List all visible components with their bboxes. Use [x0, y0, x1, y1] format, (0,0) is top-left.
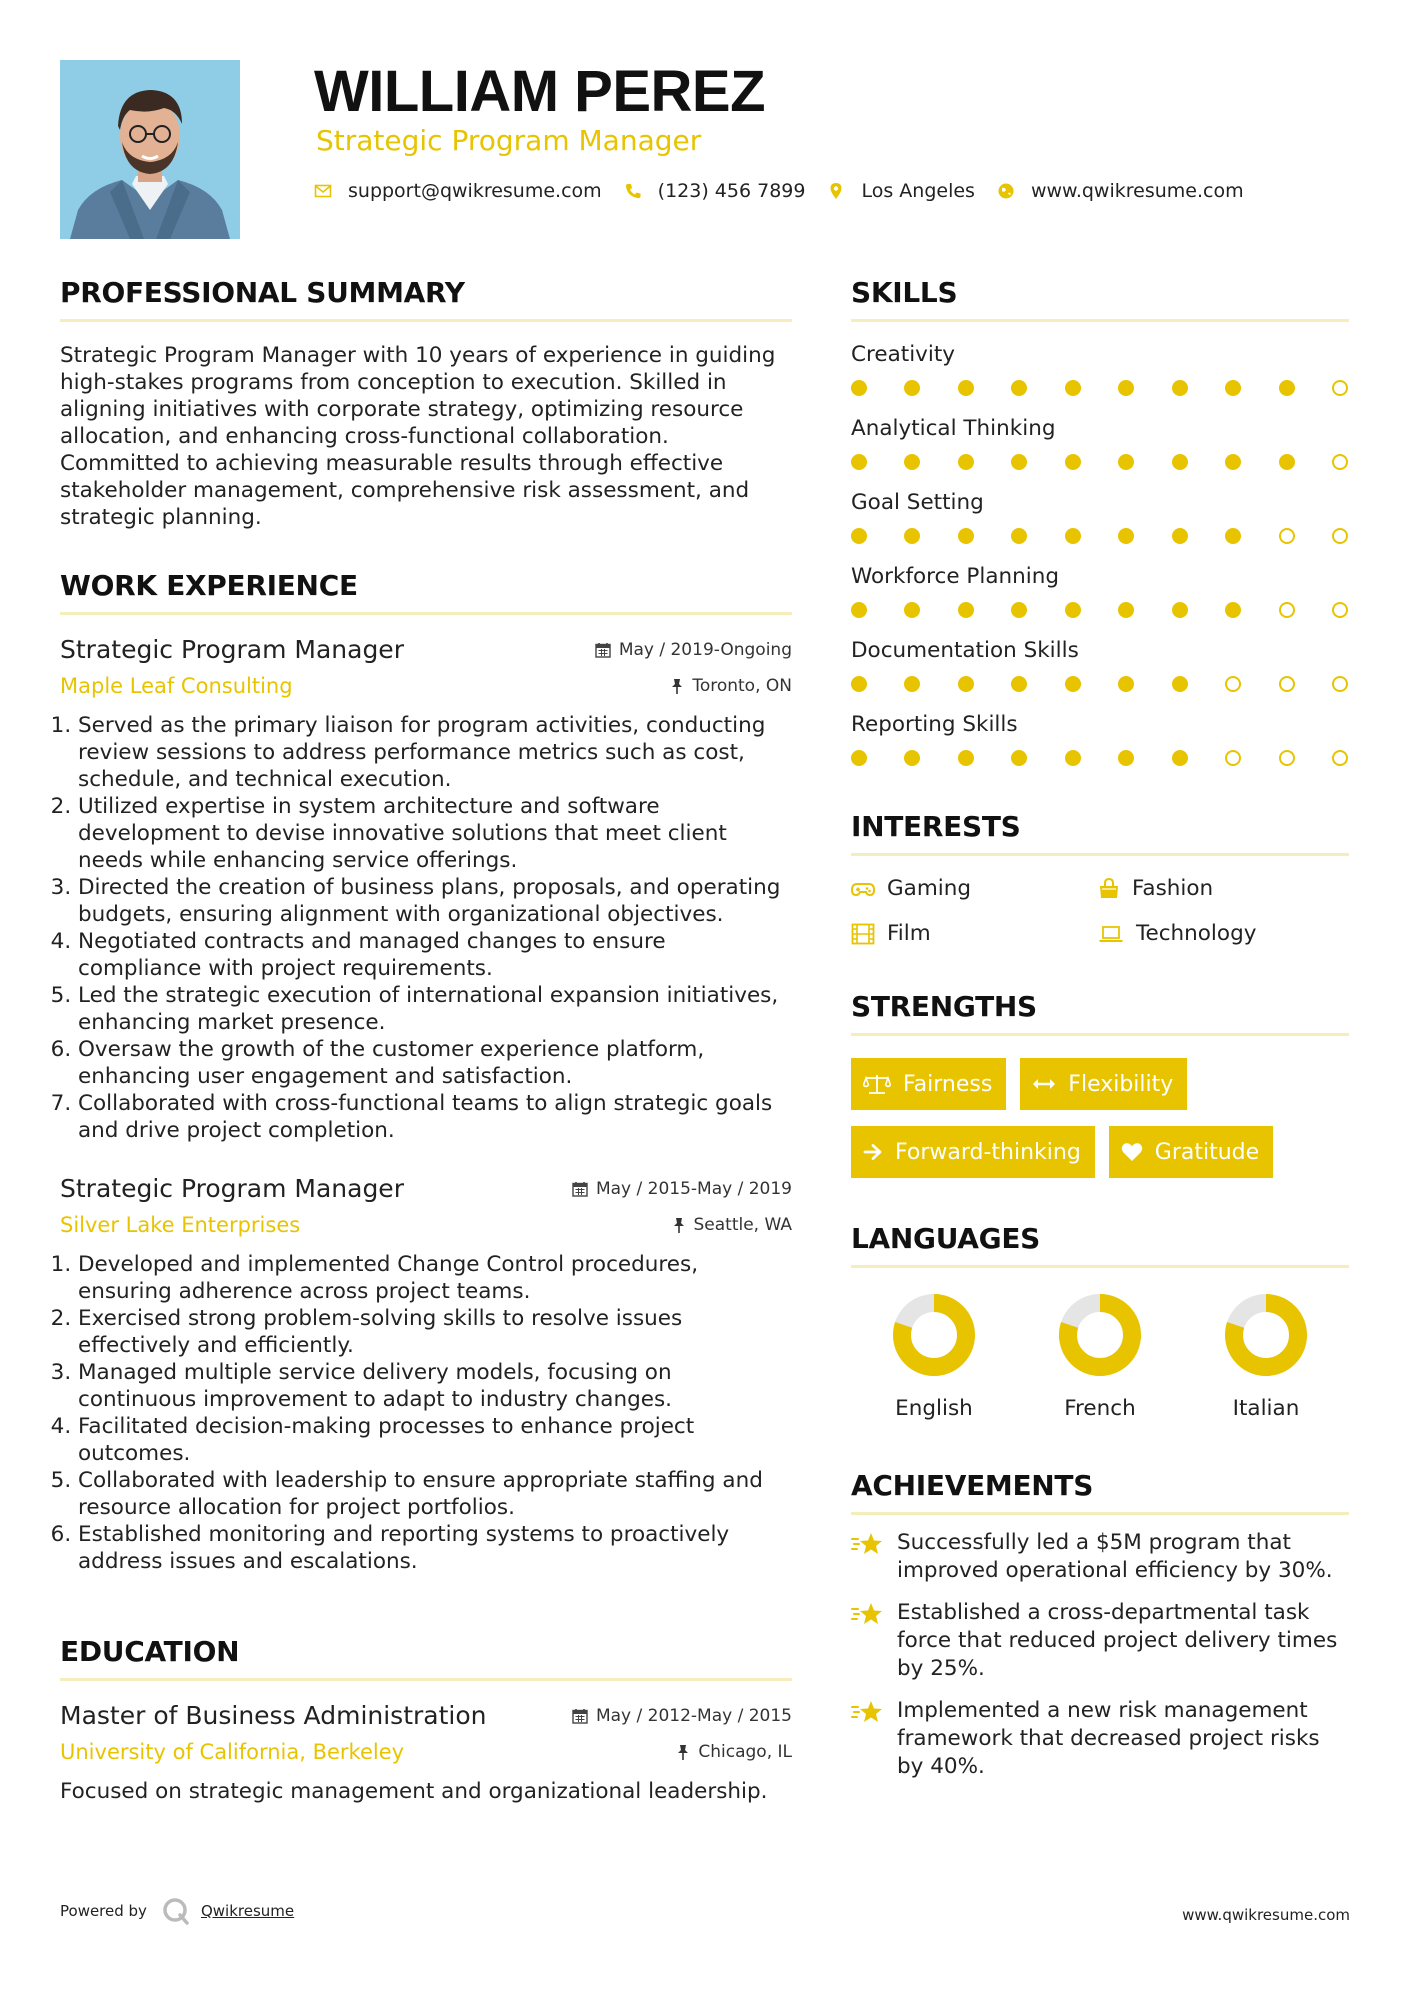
skill-rating: [851, 454, 1348, 470]
interests-section: [851, 810, 1349, 946]
brand-link[interactable]: Qwikresume: [200, 1902, 295, 1920]
rating-dot-filled: [1172, 750, 1188, 766]
pin-icon: [672, 1217, 686, 1233]
list-item: 6. Established monitoring and reporting systems to proactively address issues and escalations.: [78, 1521, 792, 1575]
contact-email[interactable]: [314, 180, 602, 202]
rating-dot-filled: [1172, 528, 1188, 544]
achievements-list: [851, 1529, 1349, 1781]
interests-list: [851, 876, 1349, 946]
achievements-section: [851, 1469, 1349, 1781]
strengths-section: [851, 990, 1349, 1178]
job-entry: [60, 635, 792, 1144]
calendar-icon: [572, 1708, 588, 1724]
email-text: support@qwikresume.com: [348, 180, 602, 202]
interest-label: Technology: [1136, 921, 1257, 946]
rating-dot-filled: [1172, 380, 1188, 396]
balance-scale-icon: [863, 1073, 891, 1095]
interest-item: [1098, 921, 1348, 946]
shopping-bag-icon: [1098, 878, 1120, 900]
list-item: 3. Directed the creation of business plans, proposals, and operating budgets, ensuring alignment with organizational objectives.: [78, 874, 792, 928]
rating-dot-empty: [1332, 602, 1348, 618]
job-entry: [60, 1174, 792, 1575]
rating-dot-filled: [1279, 454, 1295, 470]
footer-website[interactable]: www.qwikresume.com: [1182, 1906, 1350, 1924]
skill-item: [851, 712, 1349, 766]
section-divider: [851, 1512, 1349, 1515]
website-text: www.qwikresume.com: [1030, 180, 1244, 202]
skill-name: Analytical Thinking: [851, 416, 1056, 441]
skill-name: Goal Setting: [851, 490, 984, 515]
job-bullets: [60, 1251, 792, 1575]
interest-label: Gaming: [887, 876, 972, 901]
rating-dot-filled: [1011, 454, 1027, 470]
job-location: [670, 676, 792, 696]
skills-heading: SKILLS: [851, 276, 958, 309]
achievement-item: [851, 1599, 1349, 1683]
summary-text: Strategic Program Manager with 10 years of experience in guiding high-stakes programs from conception to execution. Skilled in aligning initiatives with corporate strategy, optimizing resource allocation, and enhancing cross-functional collaboration. Committed to achieving measurable results through effective stakeholder management, comprehensive risk assessment, and strategic planning.: [60, 343, 776, 530]
job-location: [672, 1215, 793, 1235]
rating-dot-empty: [1279, 602, 1295, 618]
education-description: Focused on strategic management and organizational leadership.: [60, 1779, 768, 1804]
shooting-star-icon: [851, 1531, 883, 1557]
envelope-icon: [314, 182, 332, 200]
rating-dot-filled: [1011, 750, 1027, 766]
rating-dot-filled: [904, 676, 920, 692]
job-date-text: May / 2015-May / 2019: [595, 1179, 792, 1199]
footer-powered-by: [60, 1896, 294, 1926]
languages-list: [851, 1292, 1349, 1421]
globe-icon: [997, 182, 1015, 200]
film-icon: [851, 923, 875, 945]
skill-item: [851, 564, 1349, 618]
rating-dot-filled: [1172, 454, 1188, 470]
skill-name: Reporting Skills: [851, 712, 1018, 737]
skills-section: [851, 276, 1349, 766]
rating-dot-filled: [1118, 676, 1134, 692]
heart-icon: [1121, 1142, 1143, 1162]
phone-text: (123) 456 7899: [657, 180, 806, 202]
rating-dot-filled: [851, 454, 867, 470]
interest-item: [851, 921, 1098, 946]
gamepad-icon: [851, 880, 875, 898]
list-item: 1. Served as the primary liaison for program activities, conducting review sessions to address performance metrics such as cost, schedule, and technical execution.: [78, 712, 792, 793]
rating-dot-filled: [1118, 528, 1134, 544]
skill-rating: [851, 750, 1348, 766]
strength-label: Flexibility: [1068, 1071, 1174, 1097]
rating-dot-filled: [904, 602, 920, 618]
language-donut: [1057, 1292, 1143, 1378]
job-date-text: May / 2019-Ongoing: [618, 640, 792, 660]
skill-name: Creativity: [851, 342, 956, 367]
skill-rating: [851, 528, 1348, 544]
rating-dot-filled: [1065, 750, 1081, 766]
rating-dot-filled: [1225, 380, 1241, 396]
rating-dot-filled: [958, 750, 974, 766]
section-divider: [851, 853, 1349, 856]
language-item: [1183, 1292, 1349, 1421]
list-item: 2. Exercised strong problem-solving skills to resolve issues effectively and efficiently.: [78, 1305, 792, 1359]
rating-dot-filled: [958, 454, 974, 470]
achievement-item: [851, 1529, 1349, 1585]
location-text: Los Angeles: [861, 180, 975, 202]
skill-name: Documentation Skills: [851, 638, 1079, 663]
skill-item: [851, 638, 1349, 692]
rating-dot-filled: [1011, 676, 1027, 692]
job-location-text: Seattle, WA: [693, 1215, 792, 1235]
rating-dot-filled: [1172, 602, 1188, 618]
rating-dot-empty: [1225, 750, 1241, 766]
language-donut: [1223, 1292, 1309, 1378]
rating-dot-filled: [1225, 602, 1241, 618]
laptop-icon: [1098, 924, 1124, 944]
skill-item: [851, 342, 1349, 396]
company-name: Maple Leaf Consulting: [60, 674, 293, 698]
calendar-icon: [572, 1181, 588, 1197]
job-bullets: [60, 712, 792, 1144]
language-name: French: [1064, 1396, 1136, 1421]
degree-title: Master of Business Administration: [60, 1701, 487, 1730]
job-date: [572, 1179, 792, 1199]
achievement-item: [851, 1697, 1349, 1781]
strength-tag: [851, 1126, 1095, 1178]
section-divider: [851, 1033, 1349, 1036]
section-divider: [851, 319, 1349, 322]
language-item: [1017, 1292, 1183, 1421]
skill-rating: [851, 602, 1348, 618]
skill-item: [851, 490, 1349, 544]
rating-dot-filled: [958, 676, 974, 692]
rating-dot-filled: [851, 602, 867, 618]
rating-dot-filled: [1065, 528, 1081, 544]
phone-icon: [624, 182, 642, 200]
education-heading: EDUCATION: [60, 1635, 240, 1668]
candidate-title: Strategic Program Manager: [316, 124, 702, 157]
strengths-list: [851, 1058, 1349, 1178]
rating-dot-filled: [851, 750, 867, 766]
strength-tag: [1109, 1126, 1273, 1178]
rating-dot-empty: [1332, 454, 1348, 470]
list-item: 2. Utilized expertise in system architecture and software development to devise innovative solutions that meet client needs while enhancing service offerings.: [78, 793, 792, 874]
achievement-text: Successfully led a $5M program that improved operational efficiency by 30%.: [897, 1530, 1333, 1583]
rating-dot-filled: [851, 528, 867, 544]
qwikresume-logo-icon: [161, 1896, 191, 1926]
skills-list: [851, 342, 1349, 766]
rating-dot-filled: [1065, 454, 1081, 470]
list-item: 5. Collaborated with leadership to ensure appropriate staffing and resource allocation for project portfolios.: [78, 1467, 792, 1521]
strength-label: Fairness: [903, 1071, 993, 1097]
shooting-star-icon: [851, 1699, 883, 1725]
education-location: [676, 1742, 792, 1762]
skill-rating: [851, 380, 1348, 396]
contact-location: [827, 180, 974, 202]
arrow-right-icon: [863, 1143, 883, 1161]
education-section: [60, 1635, 792, 1805]
list-item: 4. Negotiated contracts and managed changes to ensure compliance with project requirements.: [78, 928, 792, 982]
strength-tag: [851, 1058, 1006, 1110]
rating-dot-filled: [1118, 750, 1134, 766]
rating-dot-empty: [1332, 676, 1348, 692]
list-item: 3. Managed multiple service delivery models, focusing on continuous improvement to adapt to industry changes.: [78, 1359, 792, 1413]
rating-dot-empty: [1279, 750, 1295, 766]
section-divider: [851, 1265, 1349, 1268]
company-name: Silver Lake Enterprises: [60, 1213, 301, 1237]
education-date: [572, 1706, 792, 1726]
skill-name: Workforce Planning: [851, 564, 1060, 589]
interest-label: Film: [887, 921, 931, 946]
section-divider: [60, 319, 792, 322]
list-item: 1. Developed and implemented Change Control procedures, ensuring adherence across project teams.: [78, 1251, 792, 1305]
pin-icon: [670, 678, 684, 694]
calendar-icon: [595, 642, 611, 658]
arrows-horizontal-icon: [1032, 1077, 1056, 1091]
interest-label: Fashion: [1132, 876, 1214, 901]
rating-dot-filled: [1011, 602, 1027, 618]
rating-dot-filled: [958, 380, 974, 396]
rating-dot-filled: [1225, 454, 1241, 470]
list-item: 4. Facilitated decision-making processes to enhance project outcomes.: [78, 1413, 792, 1467]
rating-dot-filled: [904, 454, 920, 470]
experience-heading: WORK EXPERIENCE: [60, 569, 358, 602]
experience-section: [60, 569, 792, 1575]
rating-dot-filled: [1065, 676, 1081, 692]
rating-dot-filled: [904, 528, 920, 544]
rating-dot-filled: [1225, 528, 1241, 544]
rating-dot-filled: [958, 528, 974, 544]
rating-dot-filled: [851, 380, 867, 396]
language-item: [851, 1292, 1017, 1421]
rating-dot-filled: [1118, 380, 1134, 396]
language-name: Italian: [1232, 1396, 1300, 1421]
right-column: [851, 276, 1349, 1781]
rating-dot-empty: [1332, 528, 1348, 544]
rating-dot-filled: [904, 380, 920, 396]
pin-icon: [676, 1744, 690, 1760]
skill-item: [851, 416, 1349, 470]
strength-tag: [1020, 1058, 1187, 1110]
education-date-text: May / 2012-May / 2015: [595, 1706, 792, 1726]
achievements-heading: ACHIEVEMENTS: [851, 1469, 1094, 1502]
rating-dot-empty: [1279, 528, 1295, 544]
skill-rating: [851, 676, 1348, 692]
list-item: 5. Led the strategic execution of international expansion initiatives, enhancing market presence.: [78, 982, 792, 1036]
section-divider: [60, 1678, 792, 1681]
rating-dot-empty: [1332, 380, 1348, 396]
achievement-text: Implemented a new risk management framework that decreased project risks by 40%.: [897, 1698, 1320, 1779]
rating-dot-filled: [1065, 602, 1081, 618]
achievement-text: Established a cross-departmental task force that reduced project delivery times by 25%.: [897, 1600, 1338, 1681]
section-divider: [60, 612, 792, 615]
interest-item: [1098, 876, 1348, 901]
education-entry: [60, 1701, 792, 1805]
rating-dot-filled: [1065, 380, 1081, 396]
language-name: English: [895, 1396, 973, 1421]
interest-item: [851, 876, 1098, 901]
interests-heading: INTERESTS: [851, 810, 1021, 843]
powered-by-text: Powered by: [60, 1902, 147, 1920]
languages-section: [851, 1222, 1349, 1421]
rating-dot-filled: [1011, 380, 1027, 396]
job-title: Strategic Program Manager: [60, 635, 404, 664]
rating-dot-filled: [1118, 454, 1134, 470]
left-column: [60, 276, 792, 1805]
job-date: [595, 640, 792, 660]
candidate-name: WILLIAM PEREZ: [314, 59, 766, 124]
language-donut: [891, 1292, 977, 1378]
strength-label: Forward-thinking: [895, 1139, 1081, 1165]
contact-website[interactable]: [997, 180, 1244, 202]
rating-dot-empty: [1332, 750, 1348, 766]
summary-section: [60, 276, 792, 531]
list-item: 7. Collaborated with cross-functional teams to align strategic goals and drive project completion.: [78, 1090, 792, 1144]
summary-heading: PROFESSIONAL SUMMARY: [60, 276, 465, 309]
map-marker-icon: [827, 182, 845, 200]
job-location-text: Toronto, ON: [692, 676, 792, 696]
education-location-text: Chicago, IL: [698, 1742, 792, 1762]
rating-dot-filled: [1118, 602, 1134, 618]
school-name: University of California, Berkeley: [60, 1740, 405, 1764]
strengths-heading: STRENGTHS: [851, 990, 1037, 1023]
contact-phone[interactable]: [624, 180, 806, 202]
rating-dot-empty: [1225, 676, 1241, 692]
shooting-star-icon: [851, 1601, 883, 1627]
rating-dot-filled: [958, 602, 974, 618]
rating-dot-filled: [1011, 528, 1027, 544]
rating-dot-empty: [1279, 676, 1295, 692]
list-item: 6. Oversaw the growth of the customer experience platform, enhancing user engagement and satisfaction.: [78, 1036, 792, 1090]
rating-dot-filled: [904, 750, 920, 766]
job-title: Strategic Program Manager: [60, 1174, 404, 1203]
strength-label: Gratitude: [1154, 1139, 1260, 1165]
profile-photo: [60, 60, 240, 239]
rating-dot-filled: [851, 676, 867, 692]
rating-dot-filled: [1172, 676, 1188, 692]
rating-dot-filled: [1279, 380, 1295, 396]
languages-heading: LANGUAGES: [851, 1222, 1041, 1255]
contact-bar: [314, 180, 1266, 202]
